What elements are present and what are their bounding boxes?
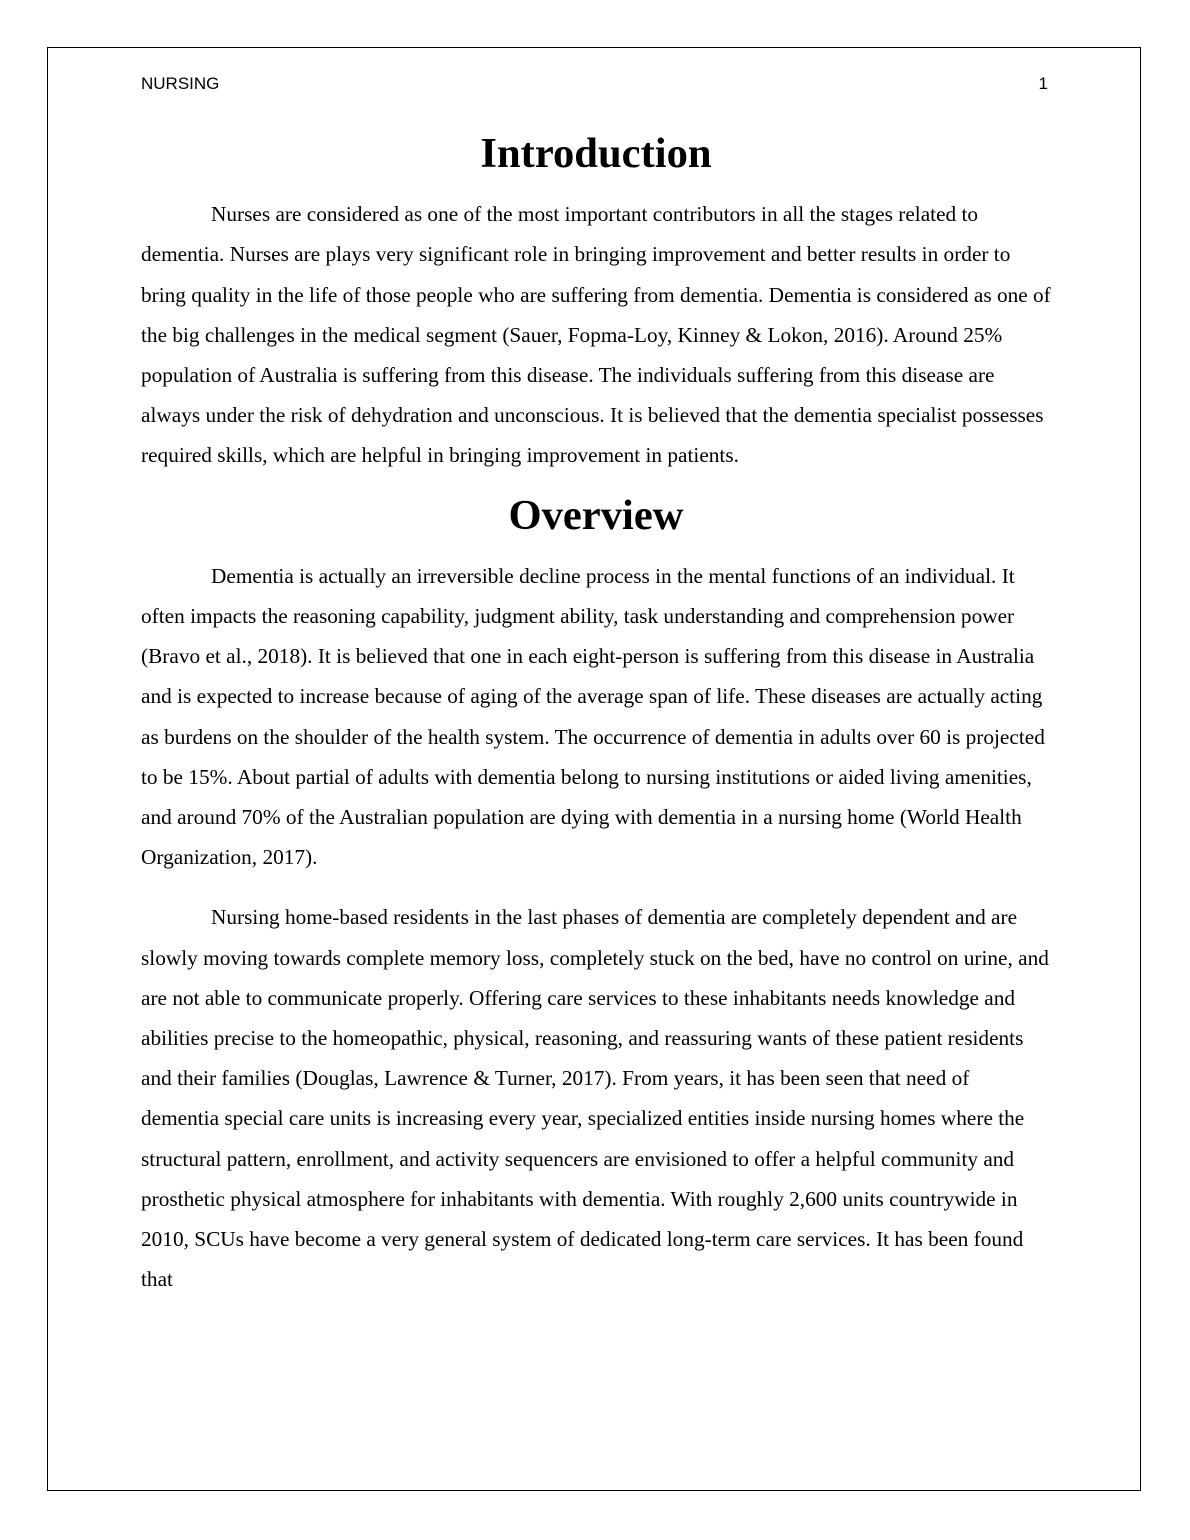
document-page [47, 47, 1141, 1491]
document-body [141, 130, 1051, 1299]
overview-paragraph-1: Dementia is actually an irreversible decline process in the mental functions of an individual. It often impacts the reasoning capability, judgment ability, task understanding and comprehension power (Bravo et al., 2018). It is believed that one in each eight-person is suffering from this disease in Australia and is expected to increase because of aging of the average span of life. These diseases are actually acting as burdens on the shoulder of the health system. The occurrence of dementia in adults over 60 is projected to be 15%. About partial of adults with dementia belong to nursing institutions or aided living amenities, and around 70% of the Australian population are dying with dementia in a nursing home (World Health Organization, 2017). [141, 563, 1045, 870]
introduction-paragraph: Nurses are considered as one of the most important contributors in all the stages related to dementia. Nurses are plays very significant role in bringing improvement and better results in order to bring quality in the life of those people who are suffering from dementia. Dementia is considered as one of the big challenges in the medical segment (Sauer, Fopma-Loy, Kinney & Lokon, 2016). Around 25% population of Australia is suffering from this disease. The individuals suffering from this disease are always under the risk of dehydration and unconscious. It is believed that the dementia specialist possesses required skills, which are helpful in bringing improvement in patients. [141, 202, 1051, 468]
overview-paragraph-2: Nursing home-based residents in the last phases of dementia are completely dependent and are slowly moving towards complete memory loss, completely stuck on the bed, have no control on urine, and are not able to communicate properly. Offering care services to these inhabitants needs knowledge and abilities precise to the homeopathic, physical, reasoning, and reassuring wants of these patient residents and their families (Douglas, Lawrence & Turner, 2017). From years, it has been seen that need of dementia special care units is increasing every year, specialized entities inside nursing homes where the structural pattern, enrollment, and activity sequencers are envisioned to offer a helpful community and prosthetic physical atmosphere for inhabitants with dementia. With roughly 2,600 units countrywide in 2010, SCUs have become a very general system of dedicated long-term care services. It has been found that [141, 905, 1049, 1292]
page-number: 1 [1038, 74, 1048, 93]
overview-heading: Overview [508, 491, 684, 539]
running-head: NURSING [141, 74, 220, 93]
introduction-heading: Introduction [480, 130, 712, 177]
